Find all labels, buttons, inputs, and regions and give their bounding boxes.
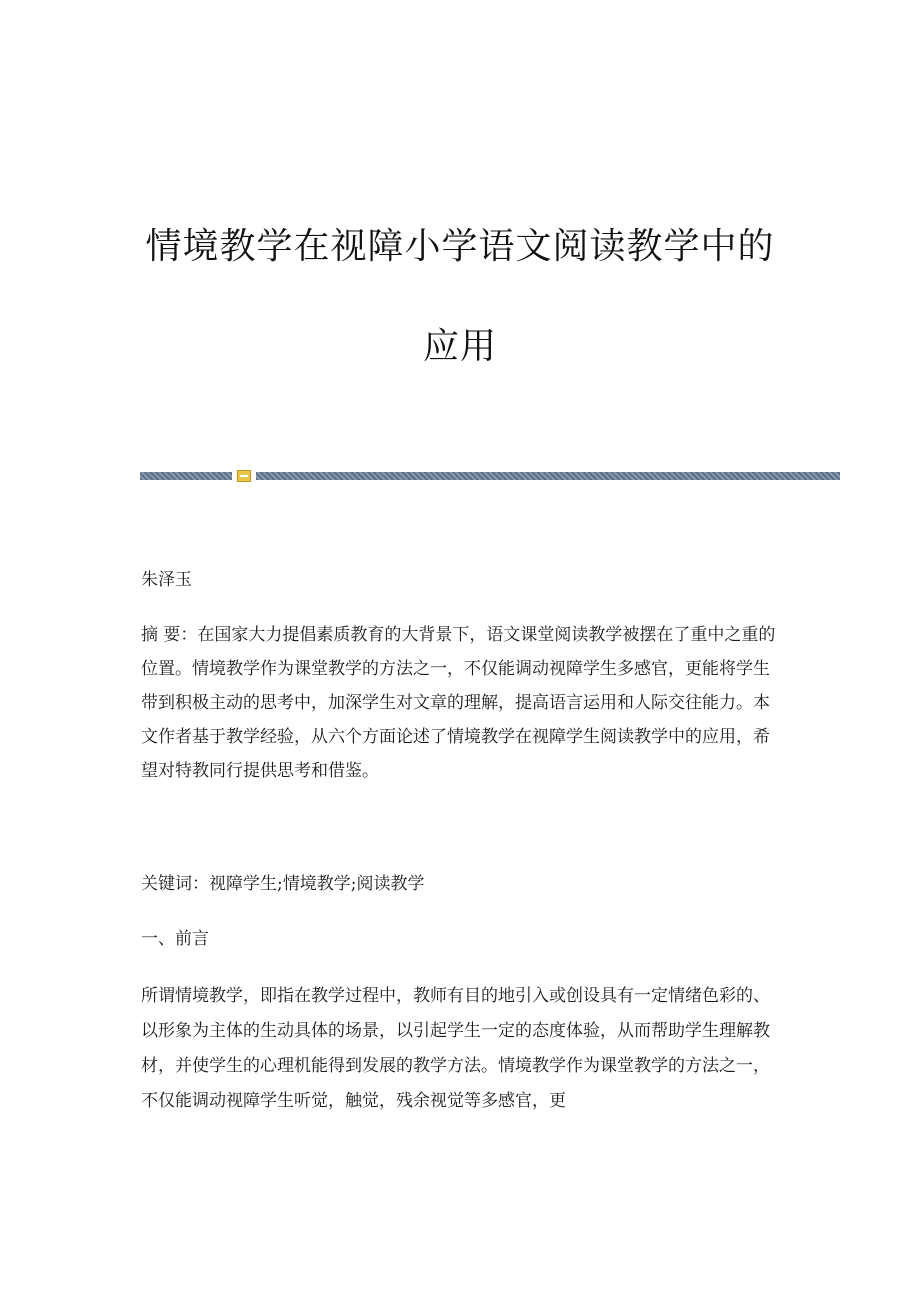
divider-bar-left [140, 472, 232, 480]
divider-ornament-icon [237, 470, 251, 482]
abstract-paragraph: 摘 要：在国家大力提倡素质教育的大背景下，语文课堂阅读教学被摆在了重中之重的位置。情境教学作为课堂教学的方法之一，不仅能调动视障学生多感官，更能将学生带到积极主动的思考中，加深学生对文章的理解，提高语言运用和人际交往能力。本文作者基于教学经验，从六个方面论述了情境教学在视障学生阅读教学中的应用，希望对特教同行提供思考和借鉴。 [141, 625, 776, 781]
divider-bar-right [256, 472, 840, 480]
author-name: 朱泽玉 [141, 570, 192, 590]
keywords-line: 关键词：视障学生;情境教学;阅读教学 [141, 874, 425, 894]
section-heading: 一、前言 [141, 929, 209, 949]
document-title-line-2: 应用 [422, 326, 497, 367]
document-title-line-1: 情境教学在视障小学语文阅读教学中的 [145, 226, 775, 267]
title-divider [140, 470, 840, 482]
body-paragraph: 所谓情境教学，即指在教学过程中，教师有目的地引入或创设具有一定情绪色彩的、以形象为主体的生动具体的场景，以引起学生一定的态度体验，从而帮助学生理解教材，并使学生的心理机能得到发展的教学方法。情境教学作为课堂教学的方法之一，不仅能调动视障学生听觉，触觉，残余视觉等多感官，更 [141, 986, 770, 1111]
